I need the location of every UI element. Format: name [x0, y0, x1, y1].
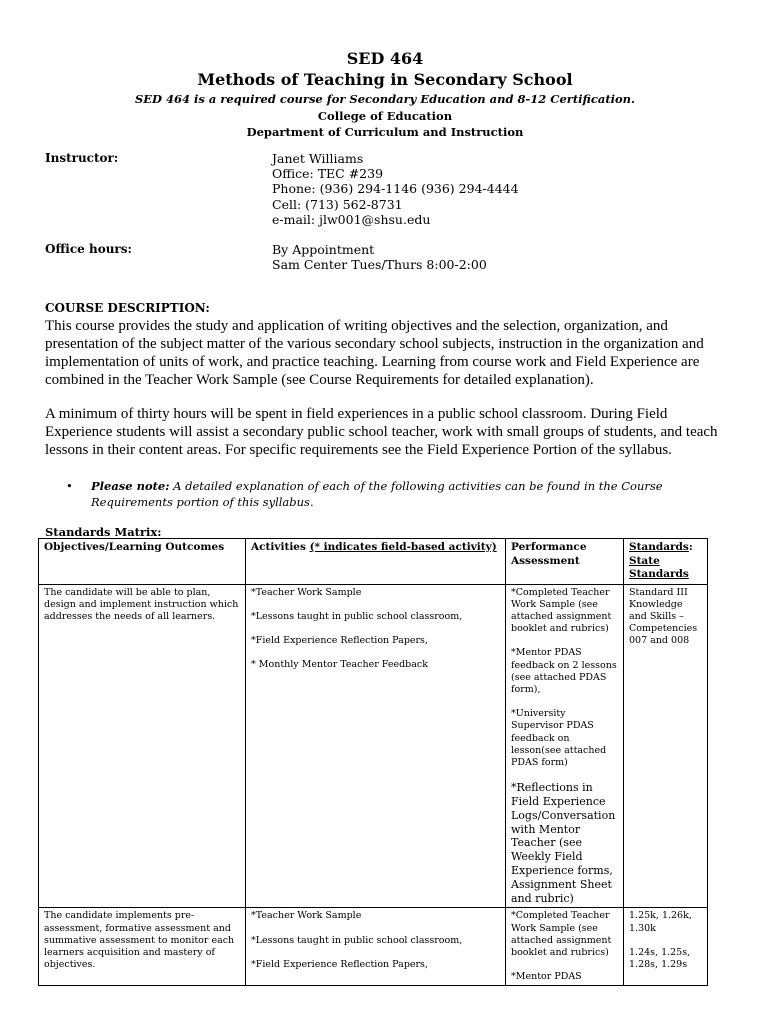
- office-hours-info: [272, 242, 487, 272]
- document-header: [0, 48, 770, 140]
- please-note: [66, 478, 716, 510]
- table-row: [39, 584, 708, 908]
- standard-item: Standard III Knowledge and Skills – Competencies 007 and 008: [629, 586, 698, 647]
- department-name: Department of Curriculum and Instruction: [246, 125, 524, 139]
- standards-cell: [624, 584, 708, 908]
- assessment-cell: [506, 584, 624, 908]
- course-description-para2: A minimum of thirty hours will be spent in field experiences in a public school classroom. During Field Experience students will assist a secondary public school teacher, work with small groups of students, and teach lessons in their content areas. For specific requirements see the Field Experience Portion of the syllabus.: [45, 406, 718, 458]
- table-row: [39, 908, 708, 986]
- course-subtitle: SED 464 is a required course for Secondary Education and 8-12 Certification.: [134, 92, 636, 106]
- instructor-phone: Phone: (936) 294-1146 (936) 294-4444: [272, 181, 519, 197]
- activities-cell: [246, 908, 506, 986]
- assessment-item: *Completed Teacher Work Sample (see attached assignment booklet and rubrics): [511, 910, 612, 958]
- instructor-name: Janet Williams: [272, 151, 364, 166]
- activity-item: *Teacher Work Sample: [251, 586, 362, 598]
- college-name: College of Education: [317, 109, 453, 123]
- table-header-row: [39, 539, 708, 585]
- assessment-cell: [506, 908, 624, 986]
- office-hours-line2: Sam Center Tues/Thurs 8:00-2:00: [272, 257, 487, 273]
- assessment-item: *Mentor PDAS feedback on 2 lessons (see attached PDAS form),: [511, 647, 617, 695]
- standards-matrix-table: [38, 538, 708, 986]
- course-code: SED 464: [346, 49, 424, 68]
- assessment-item: *University Supervisor PDAS feedback on lesson(see attached PDAS form): [511, 708, 607, 768]
- bullet-icon: •: [66, 479, 73, 493]
- header-objectives: Objectives/Learning Outcomes: [39, 539, 246, 585]
- activity-item: *Field Experience Reflection Papers,: [251, 634, 428, 646]
- office-hours-line1: By Appointment: [272, 242, 375, 257]
- header-activities: Activities (* indicates field-based activity): [246, 539, 506, 585]
- instructor-info: [272, 151, 519, 227]
- activity-item: *Lessons taught in public school classroom,: [251, 610, 463, 622]
- standard-item: 1.25k, 1.26k, 1.30k: [629, 910, 692, 934]
- instructor-email: e-mail: jlw001@shsu.edu: [272, 211, 431, 227]
- standards-cell: [624, 908, 708, 986]
- objective-cell: The candidate will be able to plan, design and implement instruction which addresses the needs of all learners.: [39, 584, 246, 908]
- activity-item: *Teacher Work Sample: [251, 910, 362, 922]
- course-description-para1: This course provides the study and application of writing objectives and the selection, organization, and presentation of the subject matter of the various secondary school subjects, instruction in the organization and implementation of units of work, and practice teaching. Learning from course work and Field Experience are combined in the Teacher Work Sample (see Course Requirements for detailed explanation).: [45, 318, 704, 388]
- course-title: Methods of Teaching in Secondary School: [197, 70, 573, 89]
- note-text: A detailed explanation of each of the following activities can be found in the Course Requirements portion of this syllabus.: [91, 479, 663, 509]
- note-lead: Please note:: [91, 479, 170, 493]
- activity-item: *Field Experience Reflection Papers,: [251, 958, 428, 970]
- course-description-heading: COURSE DESCRIPTION:: [45, 301, 210, 315]
- office-hours-label: Office hours:: [45, 242, 132, 256]
- assessment-item: *Reflections in Field Experience Logs/Conversation with Mentor Teacher (see Weekly Field Experience forms, Assignment Sheet and rubric): [511, 781, 616, 905]
- activity-item: *Lessons taught in public school classroom,: [251, 934, 463, 946]
- instructor-office: Office: TEC #239: [272, 166, 384, 182]
- assessment-item: *Mentor PDAS: [511, 971, 582, 983]
- standard-item: 1.24s, 1.25s, 1.28s, 1.29s: [629, 946, 691, 970]
- standards-matrix-heading: Standards Matrix:: [45, 525, 162, 539]
- header-standards: Standards: State Standards: [624, 539, 708, 585]
- activities-cell: [246, 584, 506, 908]
- assessment-item: *Completed Teacher Work Sample (see attached assignment booklet and rubrics): [511, 586, 612, 635]
- instructor-label: Instructor:: [45, 151, 119, 165]
- header-performance: Performance Assessment: [506, 539, 624, 585]
- objective-cell: The candidate implements pre-assessment, formative assessment and summative assessment to monitor each learners acquisition and mastery of objectives.: [39, 908, 246, 986]
- activity-item: * Monthly Mentor Teacher Feedback: [251, 659, 428, 671]
- instructor-cell: Cell: (713) 562-8731: [272, 196, 403, 212]
